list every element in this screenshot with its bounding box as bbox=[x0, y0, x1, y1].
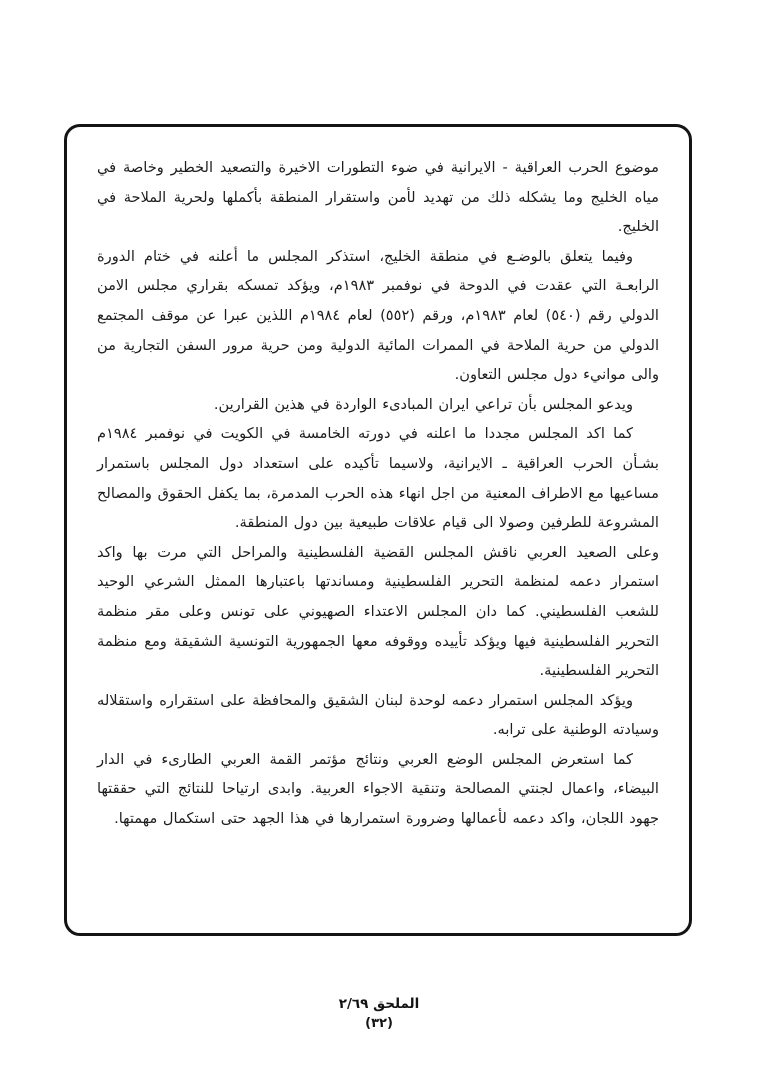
paragraph: كما اكد المجلس مجددا ما اعلنه في دورته الخامسة في الكويت في نوفمبر ١٩٨٤م بشـأن الحرب العراقية ـ الايرانية، ولاسيما تأكيده على استعداد دول المجلس باستمرار مساعيها مع الاطراف المعنية من اجل انهاء هذه الحرب المدمرة، بما يكفل الحقوق والمصالح المشروعة للطرفين وصولا الى قيام علاقات طبيعية بين دول المنطقة. bbox=[97, 425, 659, 532]
paragraph: ويؤكد المجلس استمرار دعمه لوحدة لبنان الشقيق والمحافظة على استقراره واستقلاله وسيادته الوطنية على ترابه. bbox=[97, 691, 659, 739]
document-border-frame bbox=[64, 124, 692, 936]
footer-appendix-label: الملحق ٢/٦٩ bbox=[338, 996, 420, 1012]
paragraph: موضوع الحرب العراقية - الايرانية في ضوء التطورات الاخيرة والتصعيد الخطير وخاصة في مياه الخليج وما يشكله ذلك من تهديد لأمن واستقرار المنطقة بأكملها ولحرية الملاحة في الخليج. bbox=[97, 159, 659, 236]
document-text-body bbox=[97, 153, 659, 834]
page-footer bbox=[0, 994, 758, 1034]
footer-page-number: (٣٢) bbox=[365, 1016, 393, 1031]
paragraph: كما استعرض المجلس الوضع العربي ونتائج مؤتمر القمة العربي الطارىء في الدار البيضاء، واعمال لجنتي المصالحة وتنقية الاجواء العربية. وابدى ارتياحا للنتائج التي حققتها جهود اللجان، واكد دعمه لأعمالها وضرورة استمرارها في هذا الجهد حتى استكمال مهمتها. bbox=[97, 750, 659, 828]
paragraph: وعلى الصعيد العربي ناقش المجلس القضية الفلسطينية والمراحل التي مرت بها واكد استمرار دعمه لمنظمة التحرير الفلسطينية ومساندتها باعتبارها الممثل الشرعي الوحيد للشعب الفلسطيني. كما دان المجلس الاعتداء الصهيوني على تونس وعلى مقر منظمة التحرير الفلسطينية فيها ويؤكد تأييده ووقوفه معها الجمهورية التونسية الشقيقة ومع منظمة التحرير الفلسطينية. bbox=[97, 543, 659, 680]
paragraph: وفيما يتعلق بالوضـع في منطقة الخليج، استذكر المجلس ما أعلنه في ختام الدورة الرابعـة التي عقدت في الدوحة في نوفمبر ١٩٨٣م، ويؤكد تمسكه بقراري مجلس الامن الدولي رقم (٥٤٠) لعام ١٩٨٣م، ورقم (٥٥٢) لعام ١٩٨٤م اللذين عبرا عن موقف المجتمع الدولي من حرية الملاحة في الممرات المائية الدولية ومن حرية مرور السفن التجارية من والى موانيء دول مجلس التعاون. bbox=[97, 247, 659, 384]
paragraph: ويدعو المجلس بأن تراعي ايران المبادىء الواردة في هذين القرارين. bbox=[213, 395, 633, 413]
